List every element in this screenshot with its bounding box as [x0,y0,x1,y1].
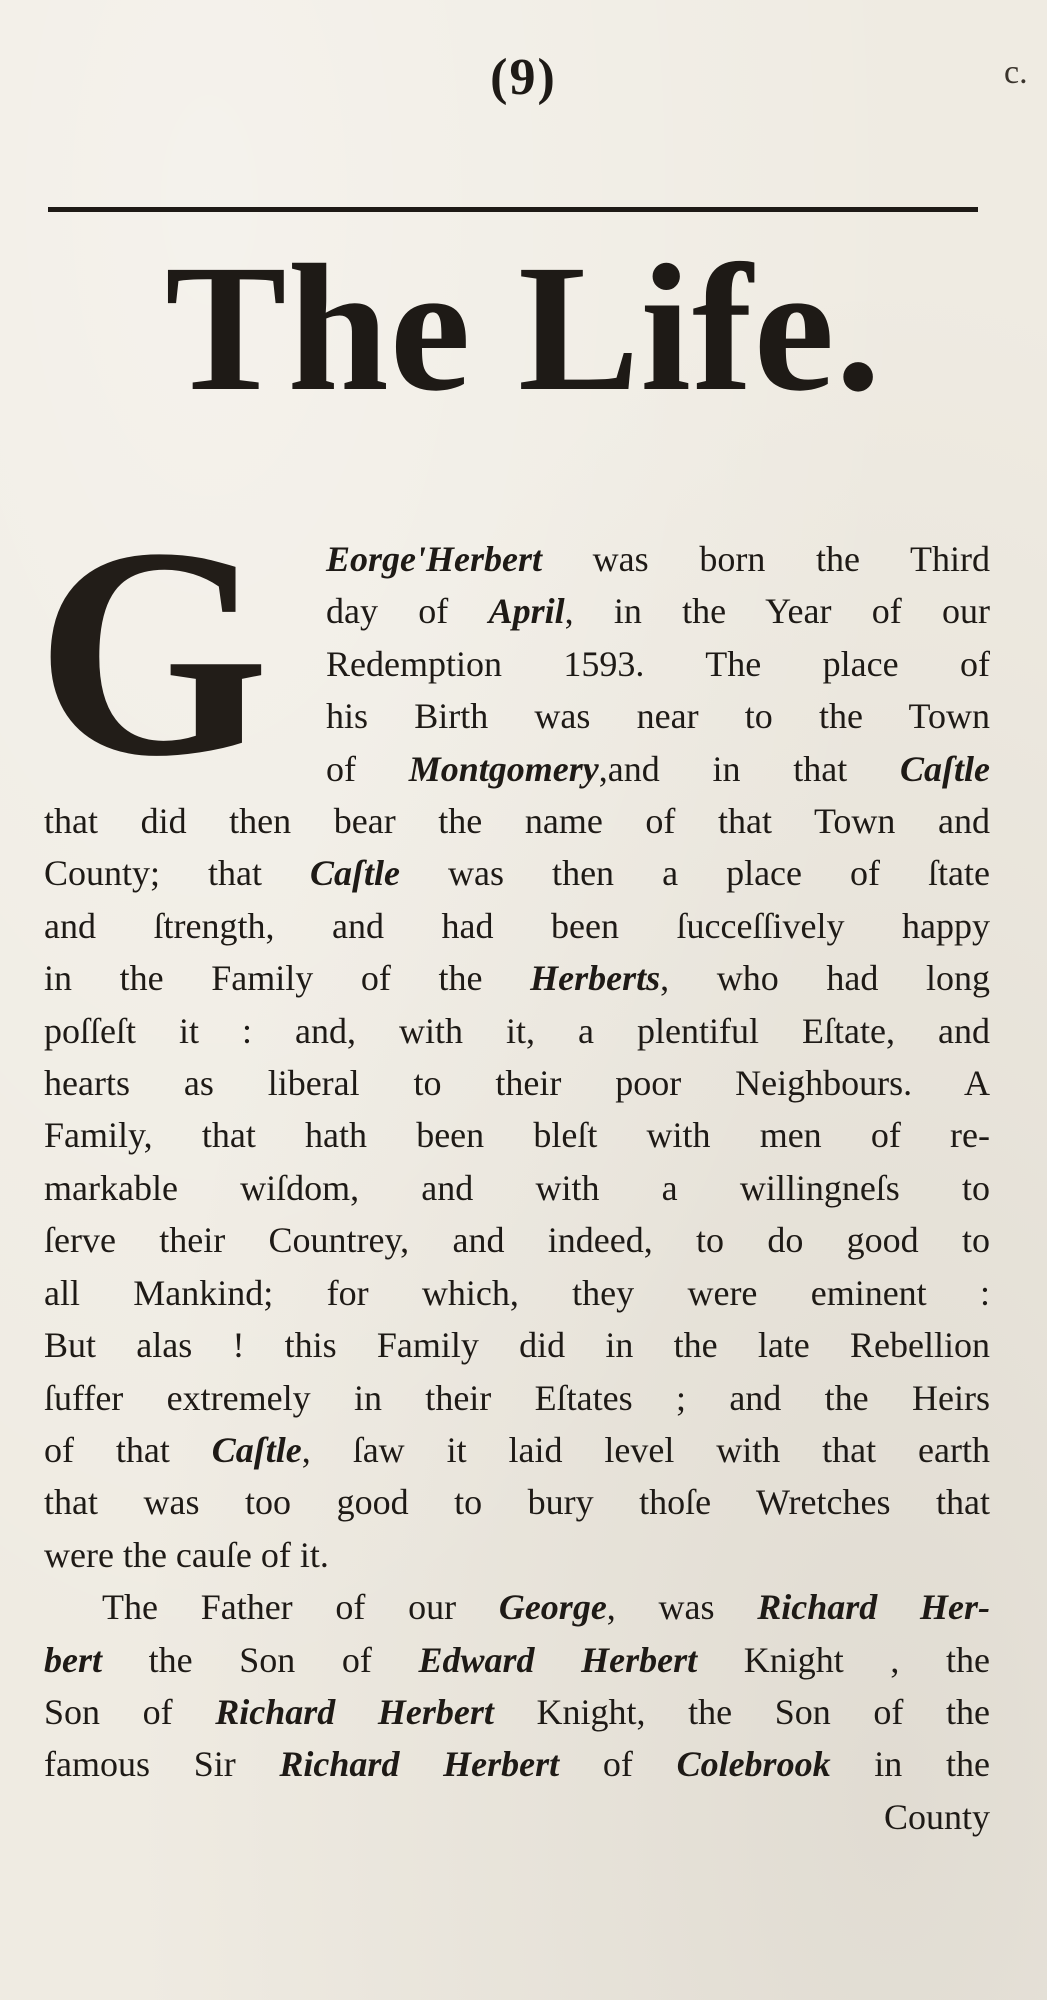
italic-text: Herberts [530,958,661,999]
italic-text: April [488,591,565,632]
text-run: day of [326,591,489,632]
italic-text: Richard Herbert [215,1691,494,1732]
text-line [44,1267,990,1319]
text-line [44,1109,990,1161]
text-line [44,847,990,899]
text-run: , in the Year of our [564,591,991,632]
text-line [44,585,990,637]
text-run: in the Family of the [44,958,531,999]
text-line [44,900,990,952]
text-line [44,690,990,742]
text-line [44,1634,990,1686]
text-run: his Birth was near to the Town [326,696,990,737]
text-line [44,1581,990,1633]
text-run: was then a place of ſtate [400,853,990,894]
text-run: ,and in that [598,748,901,789]
text-line [44,1529,990,1581]
text-line [44,795,990,847]
text-run: Knight, the Son of the [493,1691,990,1732]
text-line [44,952,990,1004]
text-line [44,1057,990,1109]
body-text [44,533,990,1843]
italic-text: George [498,1587,607,1628]
text-line [44,743,990,795]
text-line [44,1686,990,1738]
text-run: of that [44,1429,212,1470]
italic-text: Caſtle [310,853,401,894]
text-run: famous Sir [44,1744,280,1785]
italic-text: Colebrook [676,1744,831,1785]
drop-cap: G [36,486,270,818]
text-line [44,1319,990,1371]
text-run: poſſeſt it : and, with it, a plentiful Eſtate, and [44,1010,990,1051]
italic-text: bert [44,1639,102,1680]
text-run: , ſaw it laid level with that earth [301,1429,990,1470]
facing-page-edge-mark: c. [1004,54,1028,91]
text-run: in the [830,1744,990,1785]
italic-text: Richard Herbert [279,1744,560,1785]
text-line [44,1738,990,1790]
text-run: of [559,1744,677,1785]
text-line [44,1424,990,1476]
italic-text: Caſtle [900,748,990,789]
text-run: hearts as liberal to their poor Neighbours. A [44,1063,990,1104]
text-line [44,1372,990,1424]
catchword [44,1791,990,1843]
italic-text: Edward Herbert [418,1639,698,1680]
text-line [44,1214,990,1266]
header-rule [48,207,978,212]
text-run: County [883,1796,990,1837]
text-run: all Mankind; for which, they were eminent : [44,1272,990,1313]
italic-text: Eorge'Herbert [326,539,542,579]
text-line [44,638,990,690]
text-run: the Son of [102,1639,419,1680]
text-run: ſuffer extremely in their Eſtates ; and the Heirs [44,1377,990,1418]
text-run: that was too good to bury thoſe Wretches that [44,1482,990,1523]
text-run: County; that [44,853,311,894]
italic-text: Caſtle [211,1429,302,1470]
page-number: (9) [490,49,557,106]
text-run: , who had long [660,958,990,999]
text-run: of [326,748,409,789]
text-run: Redemption 1593. The place of [326,643,990,684]
chapter-title: The Life. [165,228,882,429]
text-run: Son of [44,1691,216,1732]
text-line [44,1005,990,1057]
text-run: that did then bear the name of that Town and [44,801,990,842]
text-line [44,1162,990,1214]
text-run: , was [606,1587,758,1628]
text-run: The Father of our [102,1587,499,1628]
text-line [44,1476,990,1528]
text-line [44,533,990,585]
text-run: markable wiſdom, and with a willingneſs to [44,1167,990,1208]
text-run: ſerve their Countrey, and indeed, to do good to [44,1220,990,1261]
text-run: But alas ! this Family did in the late Rebellion [44,1325,990,1366]
text-run: Knight , the [697,1639,990,1680]
italic-text: Richard Her- [757,1587,990,1628]
text-run: was born the Third [541,539,990,579]
text-run: were the cauſe of it. [44,1534,329,1575]
italic-text: Montgomery [408,748,599,789]
text-run: and ſtrength, and had been ſucceſſively happy [44,905,990,946]
text-run: Family, that hath been bleſt with men of re- [44,1115,990,1156]
